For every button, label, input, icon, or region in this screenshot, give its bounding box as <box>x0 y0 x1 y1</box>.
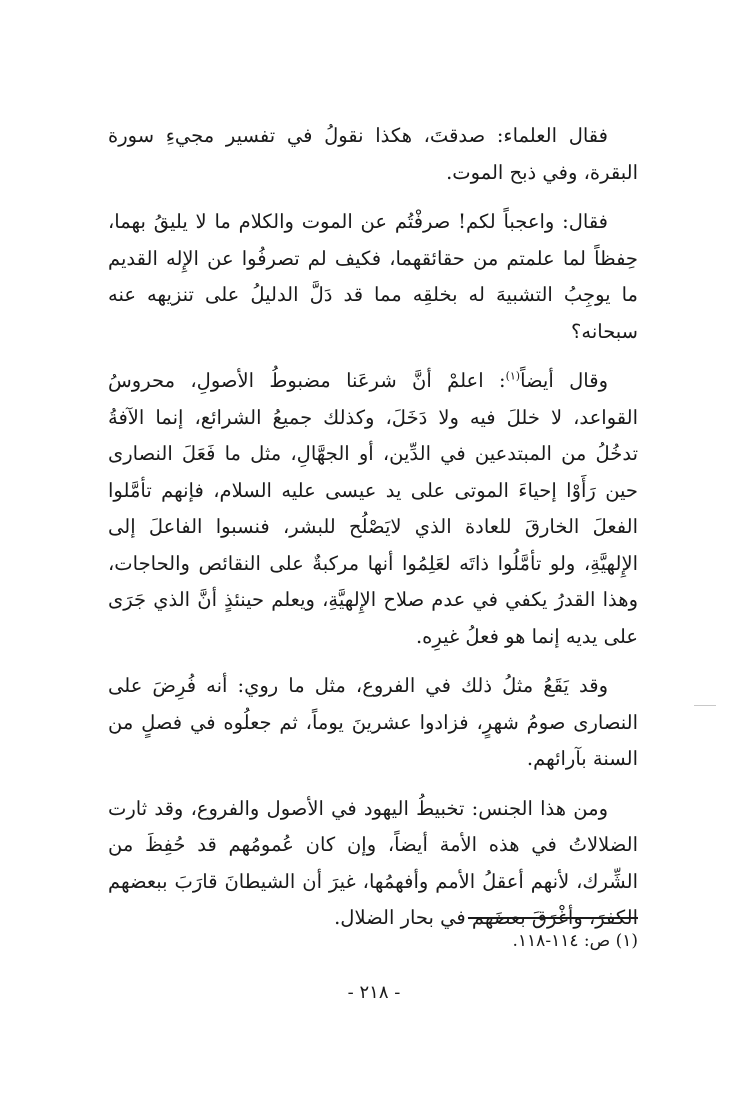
footnote: (١) ص: ١١٤-١١٨. <box>512 931 638 951</box>
main-text <box>108 118 638 937</box>
paragraph-3-body: : اعلمْ أنَّ شرعَنا مضبوطُ الأصولِ، محروسُ القواعد، لا خللَ فيه ولا دَخَلَ، وكذلك جميعُ الشرائع، إنما الآفةُ تدخُلُ من المبتدعين في الدِّين، أو الجهَّالِ، مثل ما فَعَلَ النصارى حين رَأَوْا إحياءَ الموتى على يد عيسى عليه السلام، فإنهم تأمَّلوا الفعلَ الخارقَ للعادة الذي لايَصْلُح للبشر، فنسبوا الفاعلَ إلى الإِلهيَّةِ، ولو تأمَّلُوا ذاتَه لعَلِمُوا أنها مركبةٌ على النقائص والحاجات، وهذا القدرُ يكفي في عدم صلاح الإِلهيَّةِ، ويعلم حينئذٍ أنَّ الذي جَرَى على يديه إنما هو فعلُ غيرِه. <box>108 369 638 648</box>
paragraph-5: ومن هذا الجنس: تخبيطُ اليهود في الأصول والفروع، وقد ثارت الضلالاتُ في هذه الأمة أيضاً، وإن كان عُمومُهم قد حُفِظَ من الشِّرك، لأنهم أعقلُ الأمم وأفهمُها، غيرَ أن الشيطانَ قارَبَ ببعضهم الكفرَ، وأغْرَقَ بعضَهم في بحار الضلال. <box>108 796 638 929</box>
paragraph-3-lead: وقال أيضاً <box>520 369 608 392</box>
paragraph-2: فقال: واعجباً لكم! صرفْتُم عن الموت والكلام ما لا يليقُ بهما، حِفظاً لما علمتم من حقائقهما، فكيف لم تصرفُوا عن الإِله القديم ما يوجِبُ التشبيهَ له بخلقِه مما قد دَلَّ الدليلُ على تنزيهه عنه سبحانه؟ <box>108 210 638 343</box>
page-number: - ٢١٨ - <box>347 982 401 1003</box>
footnote-reference[interactable]: (١) <box>505 369 521 383</box>
paragraph-4: وقد يَقَعُ مثلُ ذلك في الفروع، مثل ما روي: أنه فُرِضَ على النصارى صومُ شهرٍ، فزادوا عشرينَ يوماً، ثم جعلُوه في فصلٍ من السنة بآرائهم. <box>108 674 638 770</box>
margin-mark <box>694 705 716 706</box>
paragraph-1: فقال العلماء: صدقتَ، هكذا نقولُ في تفسير مجيءِ سورة البقرة، وفي ذبح الموت. <box>108 124 638 184</box>
footnote-separator <box>468 917 638 919</box>
paragraph-3 <box>108 363 638 655</box>
